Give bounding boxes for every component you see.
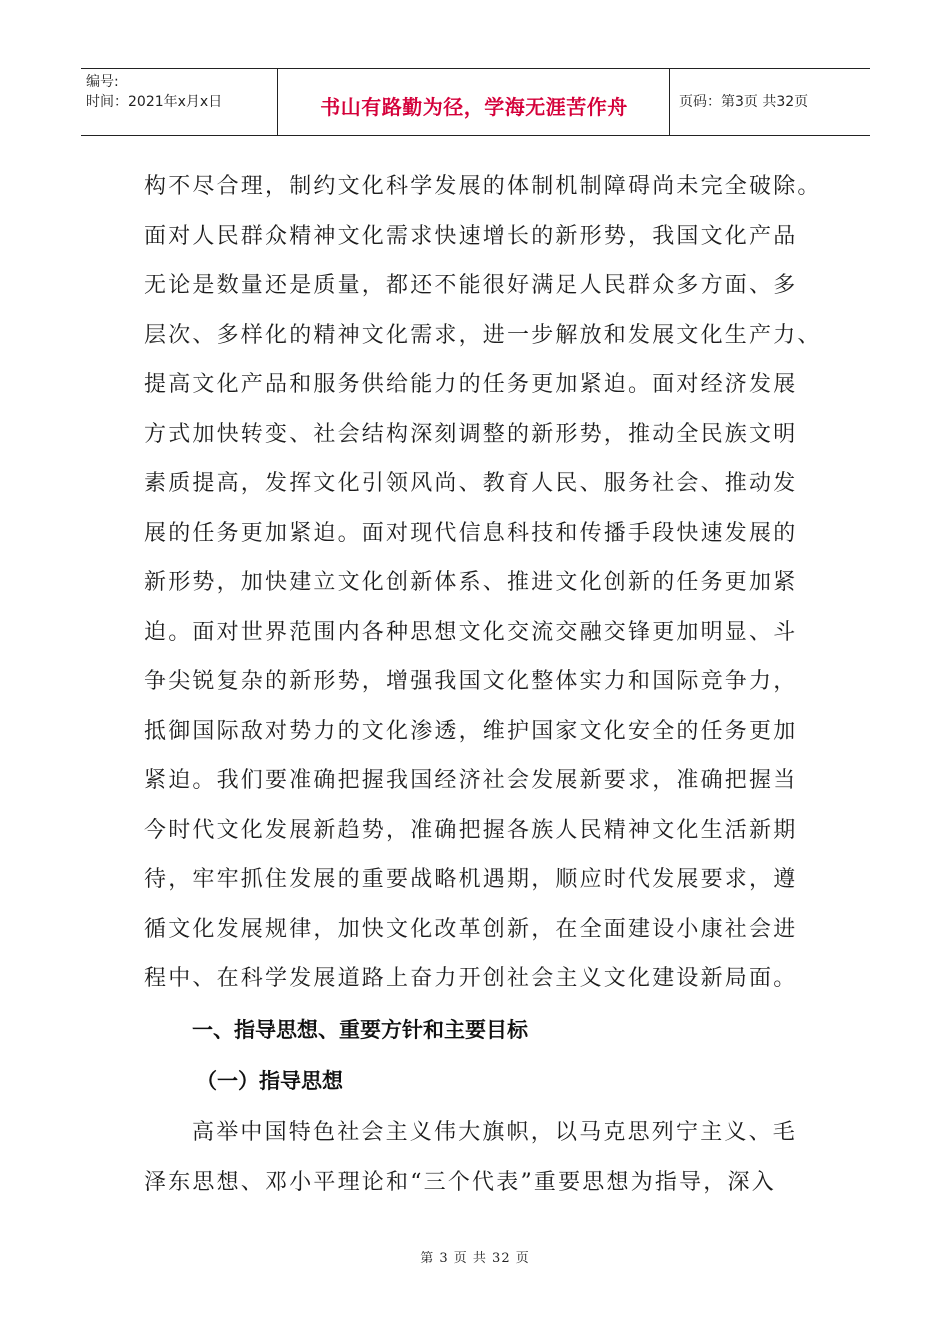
- body-line: 抵御国际敌对势力的文化渗透，维护国家文化安全的任务更加: [144, 719, 798, 744]
- header-motto-cell: [279, 69, 670, 135]
- body-line: 迫。面对世界范围内各种思想文化交流交融交锋更加明显、斗: [144, 620, 798, 645]
- body-line: 构不尽合理，制约文化科学发展的体制机制障碍尚未完全破除。: [144, 174, 822, 199]
- body-line: 循文化发展规律，加快文化改革创新，在全面建设小康社会进: [144, 917, 798, 942]
- header-motto: 书山有路勤为径，学海无涯苦作舟: [320, 95, 628, 119]
- body-line: 展的任务更加紧迫。面对现代信息科技和传播手段快速发展的: [144, 521, 798, 546]
- body-line: 方式加快转变、社会结构深刻调整的新形势，推动全民族文明: [144, 422, 798, 447]
- body-line: 争尖锐复杂的新形势，增强我国文化整体实力和国际竞争力，: [144, 669, 798, 694]
- body-line: 程中、在科学发展道路上奋力开创社会主义文化建设新局面。: [144, 966, 798, 991]
- page-footer: 第 3 页 共 32 页: [420, 1251, 530, 1266]
- body-line: 高举中国特色社会主义伟大旗帜，以马克思列宁主义、毛: [192, 1120, 798, 1145]
- body-line: 素质提高，发挥文化引领风尚、教育人民、服务社会、推动发: [144, 471, 798, 496]
- body-line: 新形势，加快建立文化创新体系、推进文化创新的任务更加紧: [144, 570, 798, 595]
- header-page-number: 页码：第3页 共32页: [679, 94, 809, 110]
- document-number-label: 编号:: [86, 74, 119, 90]
- body-line: 面对人民群众精神文化需求快速增长的新形势，我国文化产品: [144, 224, 798, 249]
- page-header: [81, 68, 870, 136]
- document-date: 时间：2021年x月x日: [86, 94, 223, 110]
- body-line: 紧迫。我们要准确把握我国经济社会发展新要求，准确把握当: [144, 768, 798, 793]
- header-page-cell: [671, 69, 870, 135]
- body-line: 提高文化产品和服务供给能力的任务更加紧迫。面对经济发展: [144, 372, 798, 397]
- body-line: 泽东思想、邓小平理论和“三个代表”重要思想为指导，深入: [144, 1170, 776, 1195]
- body-line: 今时代文化发展新趋势，准确把握各族人民精神文化生活新期: [144, 818, 798, 843]
- body-line: 待，牢牢抓住发展的重要战略机遇期，顺应时代发展要求，遵: [144, 867, 798, 892]
- subsection-heading: （一）指导思想: [196, 1069, 343, 1093]
- body-line: 层次、多样化的精神文化需求，进一步解放和发展文化生产力、: [144, 323, 822, 348]
- section-heading: 一、指导思想、重要方针和主要目标: [192, 1018, 528, 1042]
- body-line: 无论是数量还是质量，都还不能很好满足人民群众多方面、多: [144, 273, 798, 298]
- header-meta-cell: [81, 69, 278, 135]
